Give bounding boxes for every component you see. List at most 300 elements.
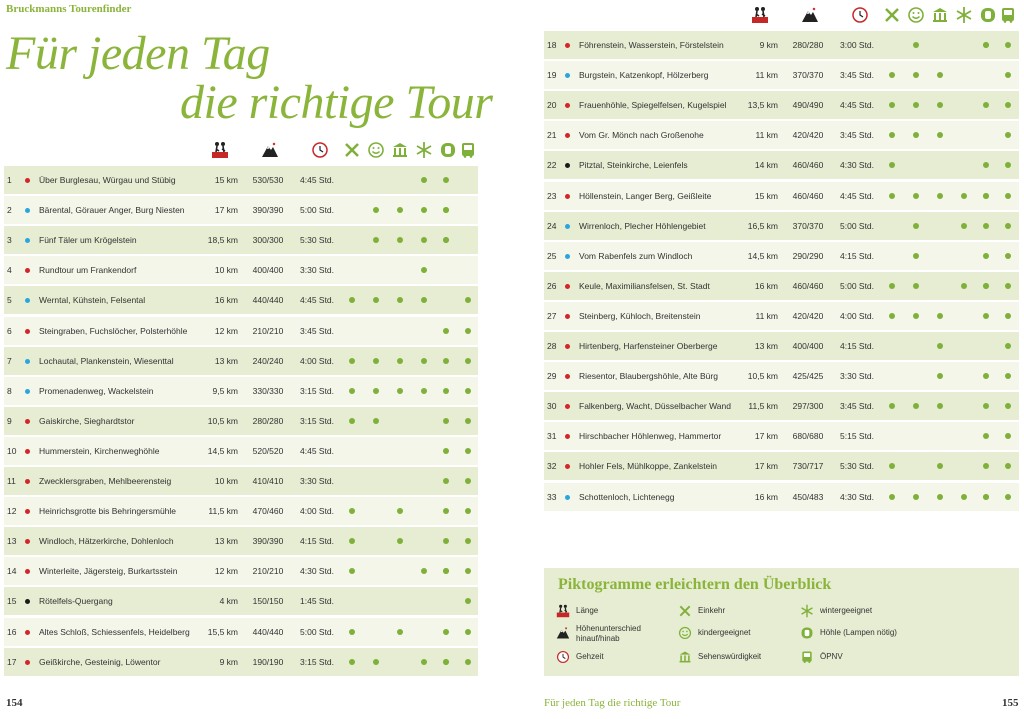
feature-dot: [373, 207, 379, 213]
tour-name: Höllenstein, Langer Berg, Geißleite: [579, 190, 712, 201]
feature-dot: [443, 207, 449, 213]
feature-dot: [349, 659, 355, 665]
legend-label: Einkehr: [698, 606, 726, 615]
page-title-line2: die richtige Tour: [180, 76, 493, 129]
tour-row: [4, 437, 478, 465]
tour-number: 6: [7, 325, 12, 336]
tour-elevation: 210/210: [252, 325, 284, 336]
tour-name: Steinberg, Kühloch, Breitenstein: [579, 310, 701, 321]
feature-dot: [983, 193, 989, 199]
tour-row: [544, 182, 1019, 210]
tour-elevation: 460/460: [792, 280, 824, 291]
feature-dot: [889, 494, 895, 500]
feature-dot: [443, 568, 449, 574]
tour-time: 3:15 Std.: [300, 415, 335, 426]
tour-time: 5:00 Std.: [840, 220, 875, 231]
category-dot: [565, 344, 570, 349]
tour-length: 13,5 km: [747, 100, 778, 111]
pictogram-legend: [544, 568, 1019, 676]
tour-time: 4:30 Std.: [840, 491, 875, 502]
feature-dot: [443, 388, 449, 394]
tour-row: [544, 272, 1019, 300]
tour-row: [544, 242, 1019, 270]
tour-name: Rötelfels-Quergang: [39, 596, 113, 607]
feature-dot: [443, 448, 449, 454]
tour-length: 9 km: [759, 40, 778, 50]
tour-elevation: 460/460: [792, 160, 824, 171]
feature-dot: [937, 494, 943, 500]
feature-dot: [465, 418, 471, 424]
legend-label: Sehenswürdigkeit: [698, 652, 762, 661]
feature-dot: [937, 373, 943, 379]
tour-number: 19: [547, 70, 557, 81]
tour-length: 10 km: [214, 476, 238, 486]
tour-name: Winterleite, Jägersteig, Burkartsstein: [39, 566, 178, 577]
restaurant-icon: [678, 604, 692, 618]
tour-row: [4, 226, 478, 254]
category-dot: [25, 509, 30, 514]
feature-dot: [421, 568, 427, 574]
tour-row: [4, 166, 478, 194]
category-dot: [565, 284, 570, 289]
feature-dot: [937, 403, 943, 409]
tour-name: Rundtour um Frankendorf: [39, 265, 137, 276]
mountain-icon: [801, 6, 819, 24]
tour-time: 5:00 Std.: [300, 626, 335, 637]
feature-dot: [889, 463, 895, 469]
tour-elevation: 470/460: [252, 506, 284, 517]
tour-name: Vom Gr. Mönch nach Großenohe: [579, 130, 704, 141]
headlamp-icon: [439, 141, 457, 159]
tour-number: 25: [547, 250, 557, 261]
feature-dot: [913, 253, 919, 259]
feature-dot: [1005, 494, 1011, 500]
tour-name: Über Burglesau, Würgau und Stübig: [39, 175, 176, 185]
feature-dot: [443, 478, 449, 484]
feature-dot: [465, 388, 471, 394]
category-dot: [25, 630, 30, 635]
tour-elevation: 300/300: [252, 235, 284, 246]
legend-label: Höhle (Lampen nötig): [820, 628, 897, 637]
tour-name: Föhrenstein, Wasserstein, Förstelstein: [579, 40, 724, 50]
category-dot: [565, 434, 570, 439]
feature-dot: [373, 388, 379, 394]
feature-dot: [443, 538, 449, 544]
feature-dot: [1005, 132, 1011, 138]
tour-elevation: 210/210: [252, 566, 284, 577]
feature-dot: [349, 358, 355, 364]
feature-dot: [397, 297, 403, 303]
feature-dot: [913, 72, 919, 78]
tour-elevation: 420/420: [792, 130, 824, 141]
feature-dot: [937, 193, 943, 199]
feature-dot: [421, 358, 427, 364]
feature-dot: [443, 177, 449, 183]
brand-header: Bruckmanns Tourenfinder: [6, 3, 132, 15]
tour-time: 4:00 Std.: [300, 506, 335, 517]
restaurant-icon: [883, 6, 901, 24]
feature-dot: [961, 223, 967, 229]
category-dot: [25, 238, 30, 243]
feature-dot: [373, 237, 379, 243]
tour-elevation: 390/390: [252, 205, 284, 216]
feature-dot: [1005, 283, 1011, 289]
tour-row: [4, 587, 478, 615]
tour-number: 5: [7, 295, 12, 306]
tour-length: 13 km: [754, 341, 778, 351]
feature-dot: [397, 237, 403, 243]
tour-time: 4:00 Std.: [840, 310, 875, 321]
tour-name: Schottenloch, Lichtenegg: [579, 491, 675, 502]
tour-elevation: 150/150: [252, 596, 284, 607]
feature-dot: [913, 494, 919, 500]
tour-elevation: 460/460: [792, 190, 824, 201]
category-dot: [25, 479, 30, 484]
tour-row: [4, 407, 478, 435]
tour-row: [544, 212, 1019, 240]
feature-dot: [349, 388, 355, 394]
tour-number: 32: [547, 461, 557, 472]
tour-length: 16 km: [754, 280, 778, 291]
category-dot: [25, 268, 30, 273]
feature-dot: [373, 358, 379, 364]
feature-dot: [421, 237, 427, 243]
smiley-icon: [907, 6, 925, 24]
tour-length: 14,5 km: [207, 445, 238, 456]
tour-number: 11: [7, 476, 16, 486]
tour-length: 4 km: [219, 596, 238, 607]
category-dot: [25, 178, 30, 183]
tour-number: 29: [547, 371, 557, 382]
tour-time: 4:15 Std.: [840, 341, 875, 351]
tour-length: 16,5 km: [747, 220, 778, 231]
tour-number: 26: [547, 280, 557, 291]
tour-length: 10 km: [214, 265, 238, 276]
tour-name: Bärental, Görauer Anger, Burg Niesten: [39, 205, 185, 216]
feature-dot: [421, 659, 427, 665]
tour-name: Burgstein, Katzenkopf, Hölzerberg: [579, 70, 709, 81]
page-number-left: 154: [6, 697, 23, 709]
tour-number: 4: [7, 265, 12, 276]
category-dot: [25, 389, 30, 394]
tour-elevation: 390/390: [252, 536, 284, 547]
feature-dot: [421, 388, 427, 394]
feature-dot: [397, 629, 403, 635]
feature-dot: [983, 373, 989, 379]
feature-dot: [937, 313, 943, 319]
feature-dot: [889, 403, 895, 409]
tour-number: 9: [7, 415, 12, 426]
feature-dot: [1005, 42, 1011, 48]
feature-dot: [349, 629, 355, 635]
feature-dot: [889, 313, 895, 319]
tour-time: 4:15 Std.: [300, 536, 335, 547]
tour-time: 3:30 Std.: [300, 265, 335, 276]
tour-number: 28: [547, 341, 557, 351]
feature-dot: [913, 283, 919, 289]
tour-name: Gaiskirche, Sieghardtstor: [39, 415, 135, 426]
tour-length: 17 km: [214, 205, 238, 216]
tour-number: 12: [7, 506, 17, 517]
tour-time: 3:15 Std.: [300, 656, 335, 667]
tour-time: 3:45 Std.: [840, 130, 875, 141]
page-title-line1: Für jeden Tag: [6, 27, 270, 80]
tour-length: 9 km: [219, 656, 238, 667]
feature-dot: [373, 418, 379, 424]
feature-dot: [443, 358, 449, 364]
tour-time: 4:45 Std.: [840, 100, 875, 111]
feature-dot: [397, 508, 403, 514]
legend-label: wintergeeignet: [820, 606, 873, 615]
tour-row: [544, 121, 1019, 149]
tour-length: 12 km: [214, 566, 238, 577]
tour-number: 3: [7, 235, 12, 246]
headlamp-icon: [800, 626, 814, 640]
tour-number: 27: [547, 310, 557, 321]
footer-title: Für jeden Tag die richtige Tour: [544, 697, 681, 709]
feature-dot: [983, 253, 989, 259]
feature-dot: [961, 283, 967, 289]
feature-dot: [913, 313, 919, 319]
tour-length: 17 km: [754, 431, 778, 442]
snowflake-icon: [955, 6, 973, 24]
tour-time: 5:15 Std.: [840, 431, 875, 442]
tour-elevation: 280/280: [792, 40, 824, 50]
tour-number: 22: [547, 160, 557, 171]
category-dot: [25, 599, 30, 604]
tour-row: [544, 31, 1019, 59]
snowflake-icon: [415, 141, 433, 159]
tour-length: 16 km: [754, 491, 778, 502]
legend-title: Piktogramme erleichtern den Überblick: [558, 576, 832, 593]
category-dot: [25, 419, 30, 424]
tour-elevation: 370/370: [792, 220, 824, 231]
tour-elevation: 530/530: [252, 175, 284, 185]
tour-row: [4, 497, 478, 525]
feature-dot: [421, 267, 427, 273]
tour-time: 1:45 Std.: [300, 596, 335, 607]
tour-row: [4, 256, 478, 284]
tour-name: Fünf Täler um Krögelstein: [39, 235, 137, 246]
tour-time: 4:45 Std.: [300, 445, 335, 456]
tour-name: Hohler Fels, Mühlkoppe, Zankelstein: [579, 461, 717, 472]
tour-number: 10: [7, 445, 17, 456]
feature-dot: [465, 538, 471, 544]
tour-time: 5:30 Std.: [840, 461, 875, 472]
tour-name: Geißkirche, Gesteinig, Löwentor: [39, 656, 161, 667]
legend-label: kindergeeignet: [698, 628, 751, 637]
tour-elevation: 425/425: [792, 371, 824, 382]
tour-number: 31: [547, 431, 557, 442]
tour-row: [544, 392, 1019, 420]
tour-number: 15: [7, 596, 17, 607]
tour-elevation: 280/280: [252, 415, 284, 426]
feature-dot: [889, 102, 895, 108]
tour-name: Frauenhöhle, Spiegelfelsen, Kugelspiel: [579, 100, 727, 111]
tour-number: 18: [547, 40, 557, 50]
feature-dot: [349, 538, 355, 544]
feature-dot: [937, 343, 943, 349]
tour-length: 13 km: [214, 536, 238, 547]
feature-dot: [397, 358, 403, 364]
feature-dot: [937, 102, 943, 108]
tour-name: Hummerstein, Kirchenweghöhle: [39, 445, 160, 456]
tour-elevation: 490/490: [792, 100, 824, 111]
category-dot: [25, 449, 30, 454]
tour-name: Riesentor, Blaubergshöhle, Alte Bürg: [579, 371, 718, 382]
tour-number: 23: [547, 190, 557, 201]
category-dot: [565, 103, 570, 108]
tour-row: [4, 377, 478, 405]
feature-dot: [913, 132, 919, 138]
tour-length: 16 km: [214, 295, 238, 306]
feature-dot: [913, 193, 919, 199]
feature-dot: [1005, 463, 1011, 469]
feature-dot: [443, 237, 449, 243]
tour-name: Werntal, Kühstein, Felsental: [39, 295, 146, 306]
feature-dot: [889, 283, 895, 289]
tour-time: 4:30 Std.: [300, 566, 335, 577]
tour-time: 3:45 Std.: [300, 325, 335, 336]
mountain-icon: [556, 626, 570, 640]
category-dot: [565, 495, 570, 500]
headlamp-icon: [979, 6, 997, 24]
smiley-icon: [367, 141, 385, 159]
feature-dot: [983, 283, 989, 289]
tour-length: 17 km: [754, 461, 778, 472]
tour-name: Vom Rabenfels zum Windloch: [579, 250, 693, 261]
feature-dot: [1005, 343, 1011, 349]
category-dot: [565, 314, 570, 319]
feature-dot: [1005, 223, 1011, 229]
tour-time: 3:45 Std.: [840, 401, 875, 412]
feature-dot: [421, 207, 427, 213]
tour-time: 5:00 Std.: [300, 205, 335, 216]
legend-label: Länge: [576, 606, 599, 615]
bus-icon: [999, 6, 1017, 24]
tour-row: [4, 618, 478, 646]
feature-dot: [983, 313, 989, 319]
feature-dot: [1005, 373, 1011, 379]
tour-elevation: 330/330: [252, 385, 284, 396]
tour-number: 13: [7, 536, 17, 547]
feature-dot: [1005, 193, 1011, 199]
tour-number: 7: [7, 355, 12, 366]
tour-length: 14,5 km: [747, 250, 778, 261]
feature-dot: [937, 72, 943, 78]
column-icons-left: [4, 141, 478, 161]
category-dot: [565, 224, 570, 229]
page-number-right: 155: [1002, 697, 1019, 709]
tour-row: [544, 302, 1019, 330]
tour-row: [544, 422, 1019, 450]
tour-length: 15 km: [754, 190, 778, 201]
feature-dot: [889, 162, 895, 168]
feature-dot: [983, 433, 989, 439]
category-dot: [565, 133, 570, 138]
category-dot: [565, 73, 570, 78]
clock-icon: [556, 650, 570, 664]
feature-dot: [465, 328, 471, 334]
feature-dot: [1005, 162, 1011, 168]
tour-time: 3:00 Std.: [840, 40, 875, 50]
tour-row: [4, 467, 478, 495]
tour-number: 24: [547, 220, 557, 231]
tour-number: 8: [7, 385, 12, 396]
tour-number: 1: [7, 175, 12, 185]
category-dot: [25, 660, 30, 665]
tour-time: 3:30 Std.: [840, 371, 875, 382]
feature-dot: [465, 568, 471, 574]
tour-time: 3:30 Std.: [300, 476, 335, 486]
tour-number: 30: [547, 401, 557, 412]
tour-elevation: 440/440: [252, 626, 284, 637]
museum-icon: [931, 6, 949, 24]
feature-dot: [1005, 433, 1011, 439]
category-dot: [565, 404, 570, 409]
feature-dot: [913, 223, 919, 229]
smiley-icon: [678, 626, 692, 640]
feature-dot: [1005, 72, 1011, 78]
tour-name: Keule, Maximiliansfelsen, St. Stadt: [579, 280, 710, 291]
tour-elevation: 400/400: [792, 341, 824, 351]
feature-dot: [397, 388, 403, 394]
category-dot: [565, 374, 570, 379]
tour-name: Falkenberg, Wacht, Düsselbacher Wand: [579, 401, 731, 412]
tour-name: Heinrichsgrotte bis Behringersmühle: [39, 506, 177, 517]
legend-label: Höhenunterschied hinauf/hinab: [576, 624, 641, 643]
feature-dot: [961, 494, 967, 500]
feature-dot: [465, 598, 471, 604]
feature-dot: [1005, 403, 1011, 409]
feature-dot: [1005, 253, 1011, 259]
tour-elevation: 290/290: [792, 250, 824, 261]
tour-name: Hirtenberg, Harfensteiner Oberberge: [579, 341, 718, 351]
feature-dot: [465, 297, 471, 303]
legend-label: ÖPNV: [820, 652, 843, 661]
tour-length: 11 km: [755, 70, 778, 81]
category-dot: [565, 163, 570, 168]
mountain-icon: [261, 141, 279, 159]
tour-row: [4, 317, 478, 345]
tour-row: [544, 61, 1019, 89]
tour-number: 33: [547, 491, 557, 502]
feature-dot: [889, 132, 895, 138]
feature-dot: [937, 463, 943, 469]
museum-icon: [391, 141, 409, 159]
feature-dot: [421, 297, 427, 303]
feature-dot: [961, 193, 967, 199]
feature-dot: [443, 659, 449, 665]
feature-dot: [397, 207, 403, 213]
tour-name: Windloch, Hätzerkirche, Dohlenloch: [39, 536, 174, 547]
legend-label: Gehzeit: [576, 652, 604, 661]
tour-elevation: 297/300: [792, 401, 824, 412]
tour-length: 10,5 km: [207, 415, 238, 426]
feature-dot: [983, 102, 989, 108]
tour-number: 14: [7, 566, 17, 577]
category-dot: [25, 208, 30, 213]
feature-dot: [983, 42, 989, 48]
tour-name: Promenadenweg, Wackelstein: [39, 385, 154, 396]
tour-name: Steingraben, Fuchslöcher, Polsterhöhle: [39, 325, 188, 336]
hiker-icon: [751, 6, 769, 24]
feature-dot: [983, 403, 989, 409]
tour-elevation: 520/520: [252, 445, 284, 456]
tour-elevation: 190/190: [252, 656, 284, 667]
bus-icon: [459, 141, 477, 159]
tour-time: 4:15 Std.: [840, 250, 875, 261]
